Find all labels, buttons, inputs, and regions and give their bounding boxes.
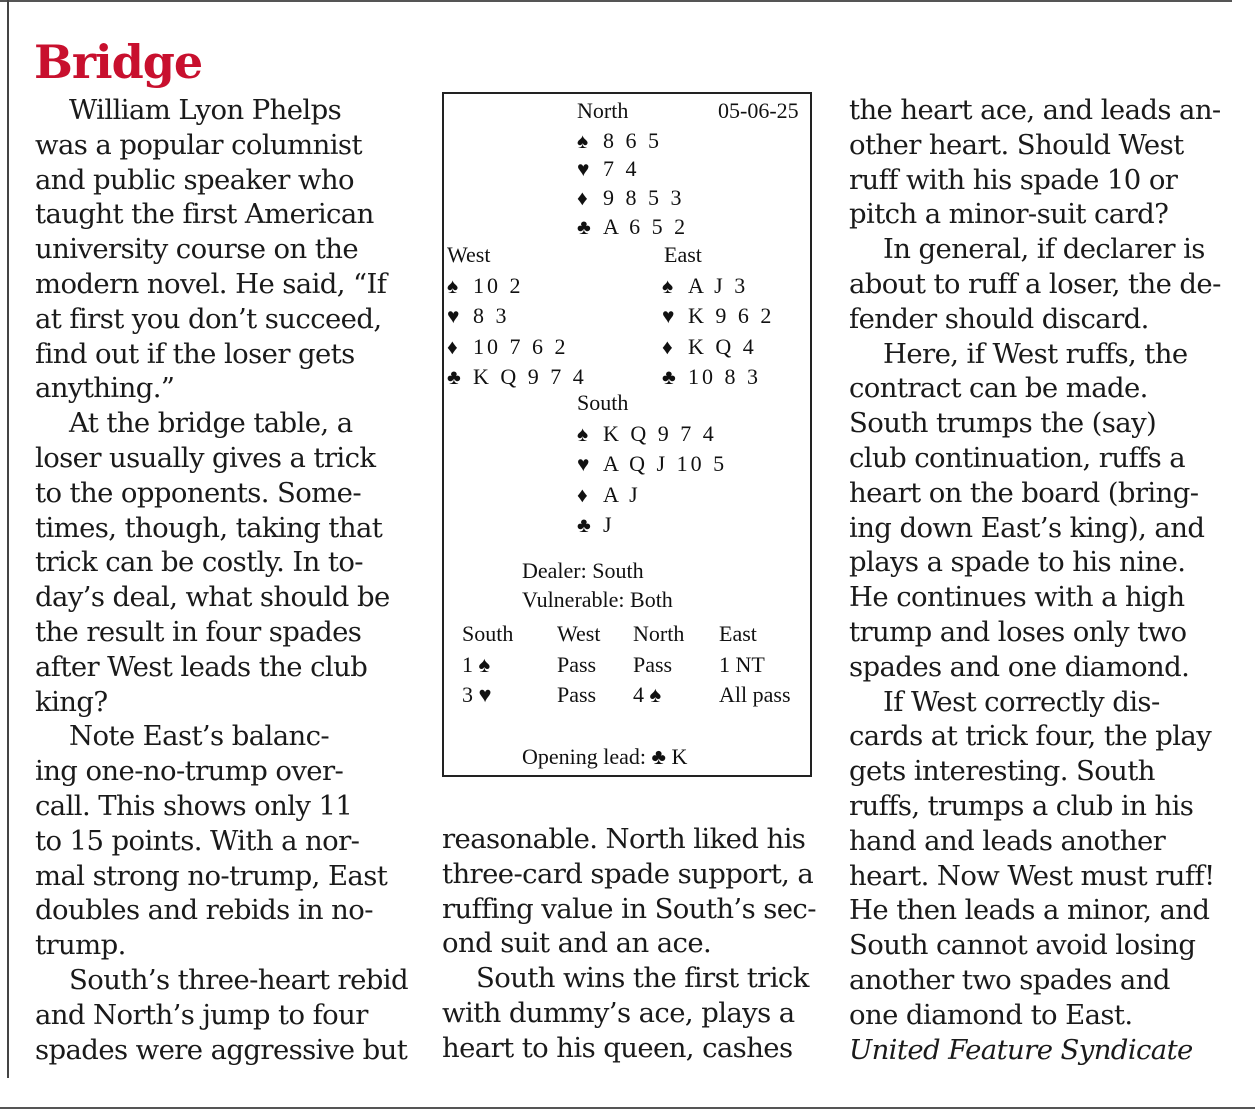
text-line: gets interesting. South — [849, 755, 1155, 788]
spade-icon: ♠ — [447, 274, 462, 298]
article-column-1 — [35, 93, 425, 1067]
text-line: the heart ace, and leads an- — [849, 94, 1221, 126]
text-line: pitch a minor-suit card? — [849, 198, 1169, 231]
text-line: to 15 points. With a nor- — [35, 824, 360, 857]
east-diamonds: ♦ K Q 4 — [662, 334, 757, 359]
text-line: ruffing value in South’s sec- — [442, 892, 816, 925]
text-line: day’s deal, what should be — [35, 581, 390, 614]
auction-bid: 1 ♠ — [462, 652, 491, 677]
text-line: spades and one diamond. — [849, 650, 1190, 683]
text-line: South’s three-heart rebid — [69, 963, 408, 996]
vulnerable-text: Vulnerable: Both — [522, 587, 673, 612]
club-icon: ♣ — [577, 215, 594, 239]
north-diamonds: ♦ 9 8 5 3 — [577, 185, 685, 210]
heart-icon: ♥ — [447, 304, 463, 328]
text-line: with dummy’s ace, plays a — [442, 996, 795, 1029]
left-rule — [7, 0, 9, 1078]
text-line: university course on the — [35, 233, 358, 266]
text-line: ruffs, trumps a club in his — [849, 789, 1194, 822]
text-line: to the opponents. Some- — [35, 476, 362, 509]
diamond-icon: ♦ — [577, 483, 591, 507]
diamond-icon: ♦ — [577, 186, 591, 210]
auction-header: South — [462, 621, 514, 646]
text-line: He continues with a high — [849, 581, 1185, 614]
auction-header: West — [557, 621, 601, 646]
auction-bid: All pass — [719, 682, 791, 707]
text-line: mal strong no-trump, East — [35, 859, 388, 892]
south-spades: ♠ K Q 9 7 4 — [577, 421, 717, 446]
east-hearts: ♥ K 9 6 2 — [662, 303, 775, 328]
south-clubs: ♣ J — [577, 512, 615, 537]
club-icon: ♣ — [662, 365, 679, 389]
syndicate-credit: United Feature Syndicate — [849, 1033, 1193, 1066]
text-line: three-card spade support, a — [442, 857, 814, 890]
text-line: the result in four spades — [35, 615, 362, 648]
text-line: hand and leads another — [849, 824, 1166, 857]
club-icon: ♣ — [577, 513, 594, 537]
column-title: Bridge — [34, 35, 203, 89]
text-line: heart to his queen, cashes — [442, 1031, 793, 1064]
south-hearts: ♥ A Q J 10 5 — [577, 451, 728, 476]
text-line: other heart. Should West — [849, 128, 1184, 161]
text-line: Here, if West ruffs, the — [883, 337, 1188, 370]
north-label: North — [577, 98, 629, 123]
west-clubs: ♣ K Q 9 7 4 — [447, 364, 587, 389]
auction-bid: Pass — [633, 652, 673, 677]
text-line: ing one-no-trump over- — [35, 755, 344, 788]
text-line: after West leads the club — [35, 650, 368, 683]
west-label: West — [447, 242, 491, 267]
east-clubs: ♣ 10 8 3 — [662, 364, 761, 389]
text-line: William Lyon Phelps — [69, 94, 342, 126]
spade-icon: ♠ — [662, 274, 677, 298]
north-spades: ♠ 8 6 5 — [577, 128, 662, 153]
text-line: loser usually gives a trick — [35, 441, 376, 474]
text-line: king? — [35, 685, 108, 718]
auction-bid: 4 ♠ — [633, 682, 662, 707]
text-line: ruff with his spade 10 or — [849, 163, 1178, 196]
text-line: contract can be made. — [849, 372, 1148, 405]
west-spades: ♠ 10 2 — [447, 273, 524, 298]
south-diamonds: ♦ A J — [577, 482, 641, 507]
text-line: Note East’s balanc- — [69, 720, 330, 753]
text-line: another two spades and — [849, 963, 1170, 996]
text-line: about to ruff a loser, the de- — [849, 267, 1221, 300]
text-line: doubles and rebids in no- — [35, 894, 373, 927]
article-column-3 — [849, 93, 1239, 1067]
heart-icon: ♥ — [577, 157, 593, 181]
heart-icon: ♥ — [577, 452, 593, 476]
auction-bid: Pass — [557, 682, 597, 707]
text-line: club continuation, ruffs a — [849, 441, 1186, 474]
auction-bid: Pass — [557, 652, 597, 677]
auction-row — [462, 652, 802, 682]
diamond-icon: ♦ — [662, 335, 676, 359]
top-rule — [0, 0, 1232, 2]
text-line: and public speaker who — [35, 163, 354, 196]
text-line: modern novel. He said, “If — [35, 267, 387, 300]
text-line: South trumps the (say) — [849, 407, 1157, 440]
text-line: South cannot avoid losing — [849, 929, 1196, 962]
text-line: cards at trick four, the play — [849, 720, 1212, 753]
dealer-text: Dealer: South — [522, 558, 644, 583]
text-line: times, though, taking that — [35, 511, 383, 544]
east-spades: ♠ A J 3 — [662, 273, 749, 298]
text-line: fender should discard. — [849, 302, 1149, 335]
text-line: heart. Now West must ruff! — [849, 859, 1215, 892]
bridge-deal-diagram — [442, 92, 812, 777]
text-line: heart on the board (bring- — [849, 476, 1199, 509]
text-line: and North’s jump to four — [35, 998, 368, 1031]
spade-icon: ♠ — [577, 422, 592, 446]
auction-header-row — [462, 621, 802, 651]
auction-bid: 1 NT — [719, 652, 765, 677]
opening-lead-text: Opening lead: ♣ K — [522, 744, 688, 769]
article-column-2 — [442, 822, 832, 1066]
text-line: reasonable. North liked his — [442, 823, 806, 855]
text-line: call. This shows only 11 — [35, 789, 353, 822]
text-line: trump. — [35, 929, 126, 962]
text-line: trick can be costly. In to- — [35, 546, 363, 579]
text-line: find out if the loser gets — [35, 337, 355, 370]
west-diamonds: ♦ 10 7 6 2 — [447, 334, 569, 359]
auction-header: North — [633, 621, 685, 646]
text-line: taught the first American — [35, 198, 374, 231]
text-line: was a popular columnist — [35, 128, 362, 161]
east-label: East — [664, 242, 702, 267]
text-line: ond suit and an ace. — [442, 927, 712, 960]
heart-icon: ♥ — [662, 304, 678, 328]
bottom-rule — [0, 1107, 1255, 1109]
spade-icon: ♠ — [577, 129, 592, 153]
text-line: at first you don’t succeed, — [35, 302, 382, 335]
text-line: In general, if declarer is — [883, 233, 1205, 266]
club-icon: ♣ — [447, 365, 464, 389]
auction-header: East — [719, 621, 757, 646]
text-line: If West correctly dis- — [883, 685, 1160, 718]
deal-date: 05-06-25 — [718, 98, 799, 123]
north-hearts: ♥ 7 4 — [577, 156, 640, 181]
text-line: anything.” — [35, 372, 175, 405]
west-hearts: ♥ 8 3 — [447, 303, 510, 328]
text-line: one diamond to East. — [849, 998, 1133, 1031]
north-clubs: ♣ A 6 5 2 — [577, 214, 689, 239]
diamond-icon: ♦ — [447, 335, 461, 359]
text-line: He then leads a minor, and — [849, 894, 1210, 927]
auction-bid: 3 ♥ — [462, 682, 492, 707]
text-line: ing down East’s king), and — [849, 511, 1205, 544]
auction-row — [462, 682, 802, 712]
text-line: South wins the first trick — [476, 962, 809, 995]
text-line: trump and loses only two — [849, 615, 1187, 648]
text-line: At the bridge table, a — [69, 407, 353, 440]
south-label: South — [577, 390, 629, 415]
text-line: spades were aggressive but — [35, 1033, 408, 1066]
text-line: plays a spade to his nine. — [849, 546, 1186, 579]
